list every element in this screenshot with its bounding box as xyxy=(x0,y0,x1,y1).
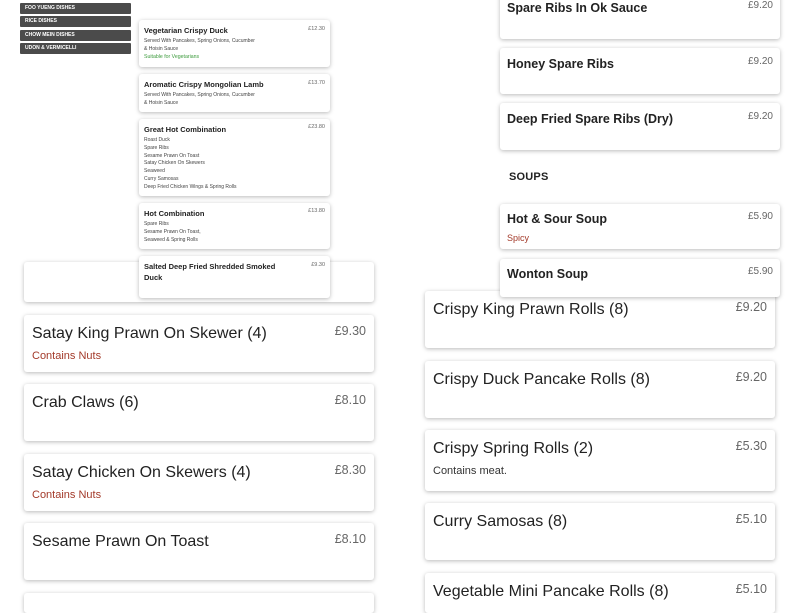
menu-item-card[interactable] xyxy=(425,430,775,491)
item-note: Contains Nuts xyxy=(32,489,102,501)
item-description: Spare Ribs Sesame Prawn On Toast, Seaweed & Spring Rolls xyxy=(144,221,201,243)
item-price: £9.20 xyxy=(735,300,767,314)
item-title: Hot & Sour Soup xyxy=(507,212,607,226)
item-title: Aromatic Crispy Mongolian Lamb xyxy=(144,80,264,89)
menu-item-card[interactable] xyxy=(500,103,780,150)
item-price: £5.30 xyxy=(735,439,767,453)
section-title-soups: SOUPS xyxy=(509,171,549,183)
item-title: Crispy Duck Pancake Rolls (8) xyxy=(433,371,650,388)
menu-item-card[interactable] xyxy=(500,0,780,39)
item-price: £5.10 xyxy=(735,512,767,526)
item-title: Salted Deep Fried Shredded Smoked Duck xyxy=(144,262,276,282)
item-title: Crispy Spring Rolls (2) xyxy=(433,440,594,457)
item-title: Great Hot Combination xyxy=(144,125,227,134)
item-title: Deep Fried Spare Ribs (Dry) xyxy=(507,112,674,126)
item-price: £5.90 xyxy=(747,266,773,277)
item-title: Vegetable Mini Pancake Rolls (8) xyxy=(433,583,669,600)
menu-item-card[interactable] xyxy=(425,291,775,348)
item-description: Roast Duck Spare Ribs Sesame Prawn On Toast Satay Chicken On Skewers Seaweed Curry Samosas Deep Fried Chicken Wings & Spring Rolls xyxy=(144,137,237,190)
item-price: £9.30 xyxy=(334,324,366,338)
sidebar-item-udon-vermicelli[interactable]: UDON & VERMICELLI xyxy=(20,43,131,54)
menu-item-card[interactable] xyxy=(139,20,330,67)
menu-item-card[interactable] xyxy=(139,74,330,112)
menu-item-card[interactable] xyxy=(425,503,775,560)
item-description: Served With Pancakes, Spring Onions, Cucumber & Hoisin Sauce xyxy=(144,38,255,52)
item-price: £9.20 xyxy=(747,56,773,67)
item-price: £13.70 xyxy=(308,80,325,86)
menu-item-card[interactable] xyxy=(139,119,330,196)
item-price: £9.20 xyxy=(735,370,767,384)
item-price: £9.30 xyxy=(311,262,325,268)
item-price: £8.10 xyxy=(334,532,366,546)
item-price: £8.10 xyxy=(334,393,366,407)
item-description: Served With Pancakes, Spring Onions, Cucumber & Hoisin Sauce xyxy=(144,92,255,106)
item-note: Suitable for Vegetarians xyxy=(144,54,200,60)
item-title: Hot Combination xyxy=(144,209,205,218)
item-title: Sesame Prawn On Toast xyxy=(32,533,209,550)
menu-item-card[interactable] xyxy=(425,573,775,613)
menu-item-card[interactable] xyxy=(24,384,374,441)
item-title: Wonton Soup xyxy=(507,267,588,281)
item-price: £9.20 xyxy=(747,111,773,122)
item-price: £13.80 xyxy=(308,208,325,214)
menu-item-card[interactable] xyxy=(425,361,775,418)
item-price: £5.10 xyxy=(735,582,767,596)
item-note: Contains meat. xyxy=(433,465,507,477)
item-price: £9.20 xyxy=(747,0,773,11)
menu-item-card[interactable] xyxy=(24,593,374,613)
item-title: Curry Samosas (8) xyxy=(433,513,568,530)
menu-item-card[interactable] xyxy=(500,204,780,249)
sidebar-item-rice-dishes[interactable]: RICE DISHES xyxy=(20,16,131,27)
item-price: £23.80 xyxy=(308,124,325,130)
item-title: Crab Claws (6) xyxy=(32,394,139,411)
menu-item-card[interactable] xyxy=(500,259,780,297)
item-title: Spare Ribs In Ok Sauce xyxy=(507,1,648,15)
sidebar-item-chow-mein[interactable]: CHOW MEIN DISHES xyxy=(20,30,131,41)
item-note: Contains Nuts xyxy=(32,350,102,362)
item-price: £5.90 xyxy=(747,211,773,222)
menu-item-card[interactable] xyxy=(500,48,780,94)
menu-item-card[interactable] xyxy=(24,315,374,372)
menu-item-card[interactable] xyxy=(139,256,330,298)
item-note: Spicy xyxy=(507,233,530,243)
item-price: £8.30 xyxy=(334,463,366,477)
menu-item-card[interactable] xyxy=(139,203,330,249)
item-title: Satay King Prawn On Skewer (4) xyxy=(32,325,267,342)
item-title: Vegetarian Crispy Duck xyxy=(144,26,228,35)
menu-item-card[interactable] xyxy=(24,523,374,580)
item-title: Satay Chicken On Skewers (4) xyxy=(32,464,251,481)
item-price: £12.30 xyxy=(308,26,325,32)
sidebar-item-foo-yueng[interactable]: FOO YUENG DISHES xyxy=(20,3,131,14)
item-title: Honey Spare Ribs xyxy=(507,57,614,71)
item-title: Crispy King Prawn Rolls (8) xyxy=(433,301,629,318)
menu-item-card[interactable] xyxy=(24,454,374,511)
